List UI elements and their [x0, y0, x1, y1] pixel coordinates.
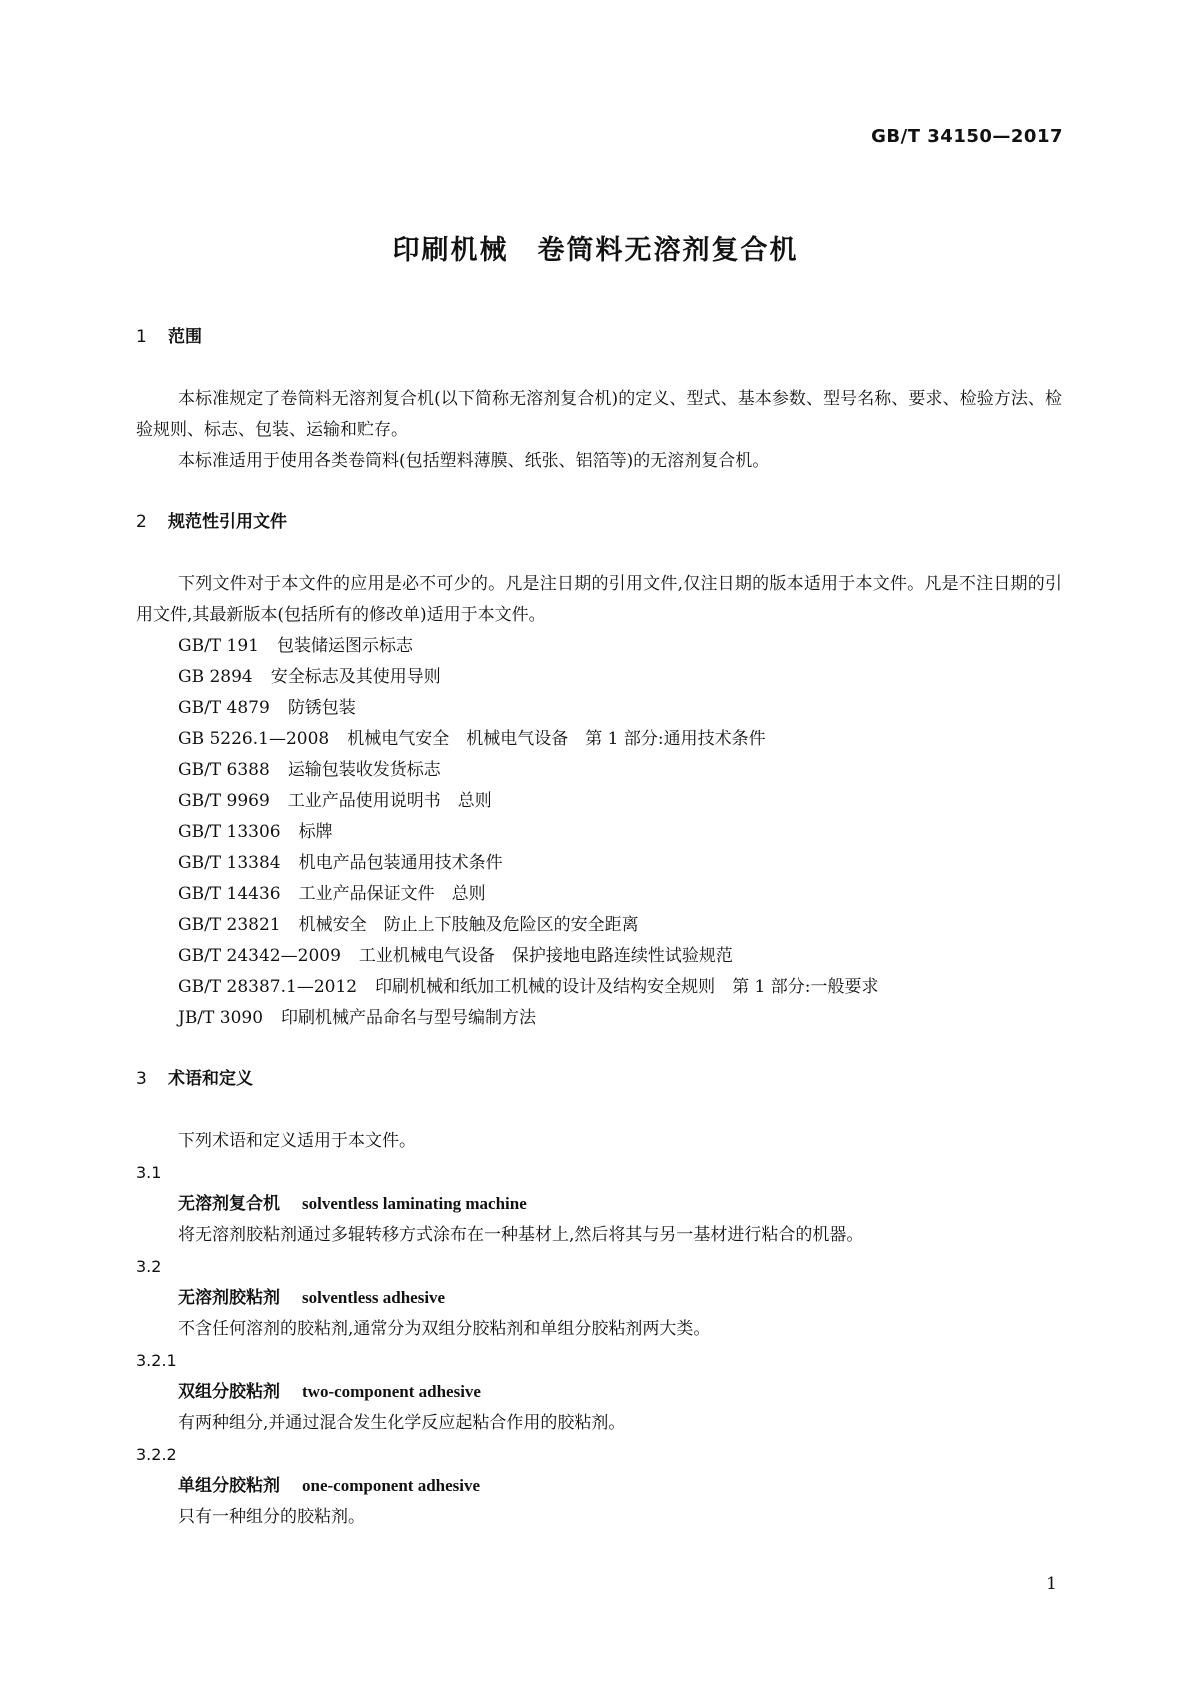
- reference-item: [136, 848, 1062, 879]
- reference-item: [136, 1003, 1062, 1034]
- reference-title: 印刷机械和纸加工机械的设计及结构安全规则 第 1 部分:一般要求: [375, 977, 879, 997]
- reference-item: [136, 693, 1062, 724]
- reference-code: GB/T 6388: [178, 760, 270, 780]
- section-title: 范围: [168, 327, 202, 347]
- reference-code: GB/T 9969: [178, 791, 270, 811]
- term-english: solventless laminating machine: [302, 1194, 527, 1213]
- reference-item: [136, 910, 1062, 941]
- term-chinese: 双组分胶粘剂: [178, 1382, 280, 1402]
- term-number: 3.2: [136, 1257, 162, 1276]
- section-title: 术语和定义: [168, 1069, 253, 1089]
- term-definition: 不含任何溶剂的胶粘剂,通常分为双组分胶粘剂和单组分胶粘剂两大类。: [178, 1319, 711, 1339]
- reference-item: [136, 972, 1062, 1003]
- reference-title: 安全标志及其使用导则: [270, 667, 441, 687]
- term-chinese: 单组分胶粘剂: [178, 1476, 280, 1496]
- term-definition: 有两种组分,并通过混合发生化学反应起粘合作用的胶粘剂。: [178, 1413, 626, 1433]
- reference-code: GB/T 28387.1—2012: [178, 977, 358, 997]
- term-chinese: 无溶剂胶粘剂: [178, 1288, 280, 1308]
- reference-title: 工业机械电气设备 保护接地电路连续性试验规范: [358, 946, 733, 966]
- reference-item: [136, 817, 1062, 848]
- reference-code: GB/T 13306: [178, 822, 281, 842]
- reference-code: GB 2894: [178, 667, 253, 687]
- term-chinese: 无溶剂复合机: [178, 1194, 280, 1214]
- reference-code: JB/T 3090: [178, 1008, 264, 1028]
- terms-intro: 下列术语和定义适用于本文件。: [178, 1131, 416, 1151]
- reference-title: 工业产品使用说明书 总则: [287, 791, 492, 811]
- reference-title: 防锈包装: [287, 698, 356, 718]
- term-number: 3.1: [136, 1163, 162, 1182]
- section-heading-scope: [136, 322, 1062, 352]
- reference-title: 机电产品包装通用技术条件: [298, 853, 503, 873]
- reference-code: GB/T 14436: [178, 884, 281, 904]
- reference-item: [136, 941, 1062, 972]
- term-entry: [136, 1282, 1062, 1314]
- term-number: 3.2.2: [136, 1445, 177, 1464]
- standard-code: GB/T 34150—2017: [871, 126, 1063, 147]
- reference-title: 印刷机械产品命名与型号编制方法: [281, 1008, 537, 1028]
- document-title: 印刷机械 卷筒料无溶剂复合机: [392, 235, 799, 266]
- reference-code: GB/T 24342—2009: [178, 946, 341, 966]
- reference-title: 运输包装收发货标志: [287, 760, 441, 780]
- reference-item: [136, 724, 1062, 755]
- document-body: [136, 322, 1062, 1533]
- reference-title: 标牌: [298, 822, 333, 842]
- reference-code: GB/T 23821: [178, 915, 281, 935]
- reference-title: 机械安全 防止上下肢触及危险区的安全距离: [298, 915, 639, 935]
- term-entry: [136, 1376, 1062, 1408]
- section-heading-terms: [136, 1064, 1062, 1094]
- reference-item: [136, 879, 1062, 910]
- term-entry: [136, 1470, 1062, 1502]
- term-english: one-component adhesive: [302, 1476, 481, 1495]
- reference-code: GB 5226.1—2008: [178, 729, 330, 749]
- reference-list: [136, 631, 1062, 1034]
- term-english: solventless adhesive: [302, 1288, 446, 1307]
- term-number: 3.2.1: [136, 1351, 177, 1370]
- reference-code: GB/T 4879: [178, 698, 270, 718]
- page-number: 1: [1046, 1574, 1057, 1594]
- section-number: 1: [136, 327, 147, 347]
- reference-code: GB/T 191: [178, 636, 259, 656]
- section-number: 2: [136, 512, 147, 532]
- section-title: 规范性引用文件: [168, 512, 287, 532]
- section-number: 3: [136, 1069, 147, 1089]
- term-definition: 将无溶剂胶粘剂通过多辊转移方式涂布在一种基材上,然后将其与另一基材进行粘合的机器。: [178, 1225, 864, 1245]
- reference-title: 机械电气安全 机械电气设备 第 1 部分:通用技术条件: [347, 729, 766, 749]
- reference-item: [136, 631, 1062, 662]
- scope-paragraph: 本标准规定了卷筒料无溶剂复合机(以下简称无溶剂复合机)的定义、型式、基本参数、型号名称、要求、检验方法、检验规则、标志、包装、运输和贮存。: [136, 389, 1062, 440]
- reference-item: [136, 755, 1062, 786]
- reference-code: GB/T 13384: [178, 853, 281, 873]
- scope-paragraph: 本标准适用于使用各类卷筒料(包括塑料薄膜、纸张、铝箔等)的无溶剂复合机。: [178, 451, 770, 471]
- term-definition: 只有一种组分的胶粘剂。: [178, 1507, 365, 1527]
- reference-title: 包装储运图示标志: [277, 636, 413, 656]
- section-heading-references: [136, 507, 1062, 537]
- term-english: two-component adhesive: [302, 1382, 481, 1401]
- reference-item: [136, 662, 1062, 693]
- term-entry: [136, 1188, 1062, 1220]
- references-intro: 下列文件对于本文件的应用是必不可少的。凡是注日期的引用文件,仅注日期的版本适用于本文件。凡是不注日期的引用文件,其最新版本(包括所有的修改单)适用于本文件。: [136, 574, 1062, 625]
- reference-title: 工业产品保证文件 总则: [298, 884, 486, 904]
- reference-item: [136, 786, 1062, 817]
